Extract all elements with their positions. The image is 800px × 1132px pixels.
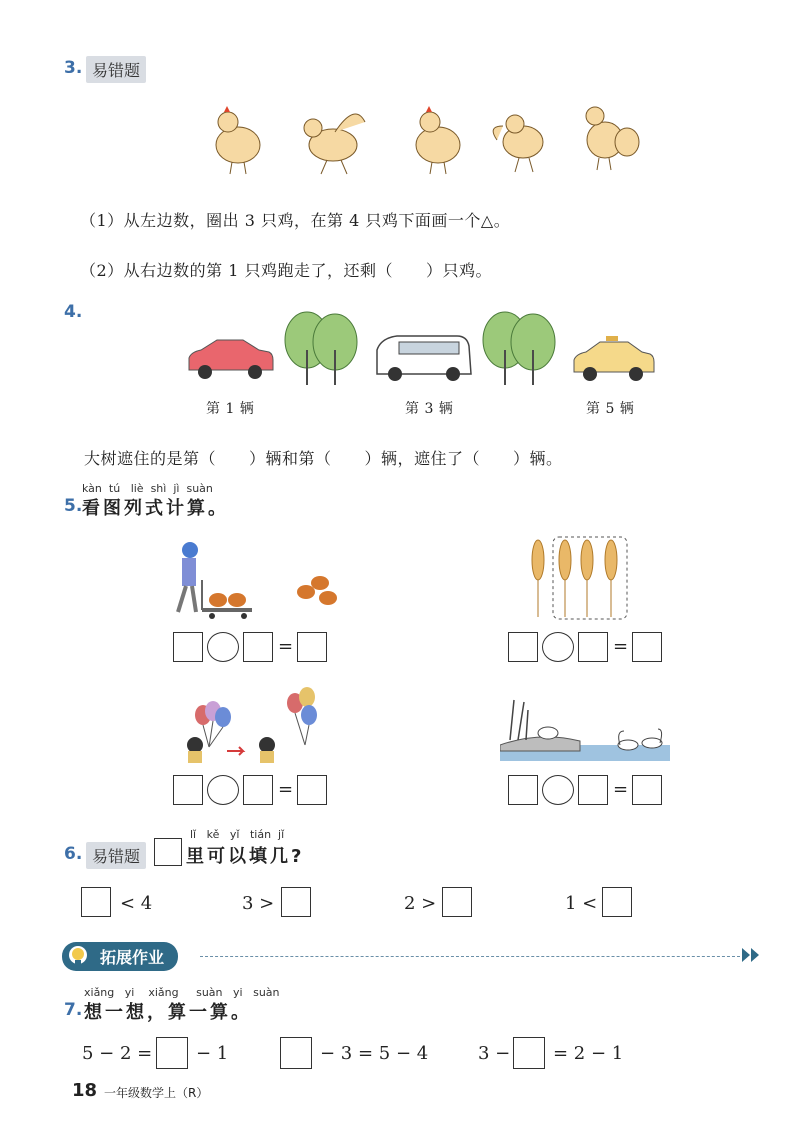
chicken-4-icon: [493, 115, 543, 172]
chicken-2-icon: [304, 114, 365, 174]
q4-number: 4.: [64, 302, 83, 322]
answer-box[interactable]: [578, 632, 608, 662]
operator-circle[interactable]: [542, 775, 574, 805]
car-label-3: 第 3 辆: [405, 401, 454, 417]
car-label-1: 第 1 辆: [206, 401, 255, 417]
q7-eq2-right: − 3 = 5 − 4: [320, 1043, 429, 1064]
chickens-illustration: [200, 100, 650, 180]
answer-box[interactable]: [508, 775, 538, 805]
banner-divider: [200, 956, 740, 957]
answer-box[interactable]: [280, 1037, 312, 1069]
answer-box[interactable]: [442, 887, 472, 917]
equals-sign: =: [278, 636, 294, 657]
chicken-1-icon: [216, 106, 260, 174]
answer-box[interactable]: [602, 887, 632, 917]
equals-sign: =: [613, 636, 629, 657]
double-arrow-icon: [740, 946, 762, 964]
q3-error-prone-tag: 易错题: [86, 56, 146, 83]
extension-homework-label: 拓展作业: [100, 948, 165, 967]
q6-pinyin: lǐ kě yǐ tián jǐ: [190, 828, 285, 841]
q7-eq3-left: 3 −: [478, 1043, 511, 1064]
q6-error-prone-tag: 易错题: [86, 842, 146, 869]
balloons-illustration: [175, 685, 325, 765]
q5-number: 5.: [64, 496, 83, 516]
q5-heading: 看图列式计算。: [82, 498, 229, 519]
answer-box[interactable]: [297, 632, 327, 662]
equals-sign: =: [613, 779, 629, 800]
answer-box[interactable]: [578, 775, 608, 805]
book-title: 一年级数学上（R）: [104, 1086, 209, 1100]
equals-sign: =: [278, 779, 294, 800]
answer-box[interactable]: [508, 632, 538, 662]
operator-circle[interactable]: [207, 632, 239, 662]
q7-eq3-right: = 2 − 1: [553, 1043, 624, 1064]
taxi-icon: [574, 336, 654, 381]
q6-number: 6.: [64, 844, 83, 864]
chicken-5-icon: [586, 107, 639, 170]
geese-pond-illustration: [500, 695, 670, 767]
answer-box[interactable]: [173, 775, 203, 805]
chicken-3-icon: [416, 106, 460, 174]
operator-circle[interactable]: [207, 775, 239, 805]
q3-part2: （2）从右边数的第 1 只鸡跑走了，还剩（ ）只鸡。: [80, 261, 493, 280]
page-number: 18: [72, 1080, 98, 1101]
q3-part1: （1）从左边数，圈出 3 只鸡，在第 4 只鸡下面画一个△。: [80, 211, 511, 230]
answer-box[interactable]: [156, 1037, 188, 1069]
answer-box[interactable]: [173, 632, 203, 662]
q5-pinyin: kàn tú liè shì jì suàn: [82, 482, 213, 495]
answer-box[interactable]: [243, 775, 273, 805]
red-car-icon: [189, 340, 273, 379]
q6-item-1: < 4: [120, 893, 153, 914]
q6-item-2: 3 >: [242, 893, 275, 914]
q6-item-3: 2 >: [404, 893, 437, 914]
answer-box[interactable]: [243, 632, 273, 662]
q7-pinyin: xiǎng yi xiǎng suàn yi suàn: [84, 986, 280, 999]
q4-question: 大树遮住的是第（ ）辆和第（ ）辆，遮住了（ ）辆。: [84, 449, 563, 468]
cars-trees-illustration: [185, 310, 655, 390]
tree-icon: [483, 312, 555, 385]
van-icon: [377, 336, 471, 381]
q6-heading: 里可以填几?: [186, 846, 305, 867]
tree-icon: [285, 312, 357, 385]
answer-box[interactable]: [632, 632, 662, 662]
pumpkin-cart-illustration: [160, 540, 345, 620]
answer-box[interactable]: [632, 775, 662, 805]
car-label-5: 第 5 辆: [586, 401, 635, 417]
q7-number: 7.: [64, 1000, 83, 1020]
q6-item-4: 1 <: [565, 893, 598, 914]
q6-heading-box: [154, 838, 182, 866]
answer-box[interactable]: [297, 775, 327, 805]
q7-eq1-right: − 1: [196, 1043, 229, 1064]
q7-eq1-left: 5 − 2 =: [82, 1043, 153, 1064]
operator-circle[interactable]: [542, 632, 574, 662]
wheat-illustration: [525, 535, 630, 620]
q3-number: 3.: [64, 58, 83, 78]
answer-box[interactable]: [81, 887, 111, 917]
answer-box[interactable]: [513, 1037, 545, 1069]
lightbulb-icon: [64, 942, 92, 970]
q7-heading: 想一想，算一算。: [84, 1002, 252, 1023]
answer-box[interactable]: [281, 887, 311, 917]
